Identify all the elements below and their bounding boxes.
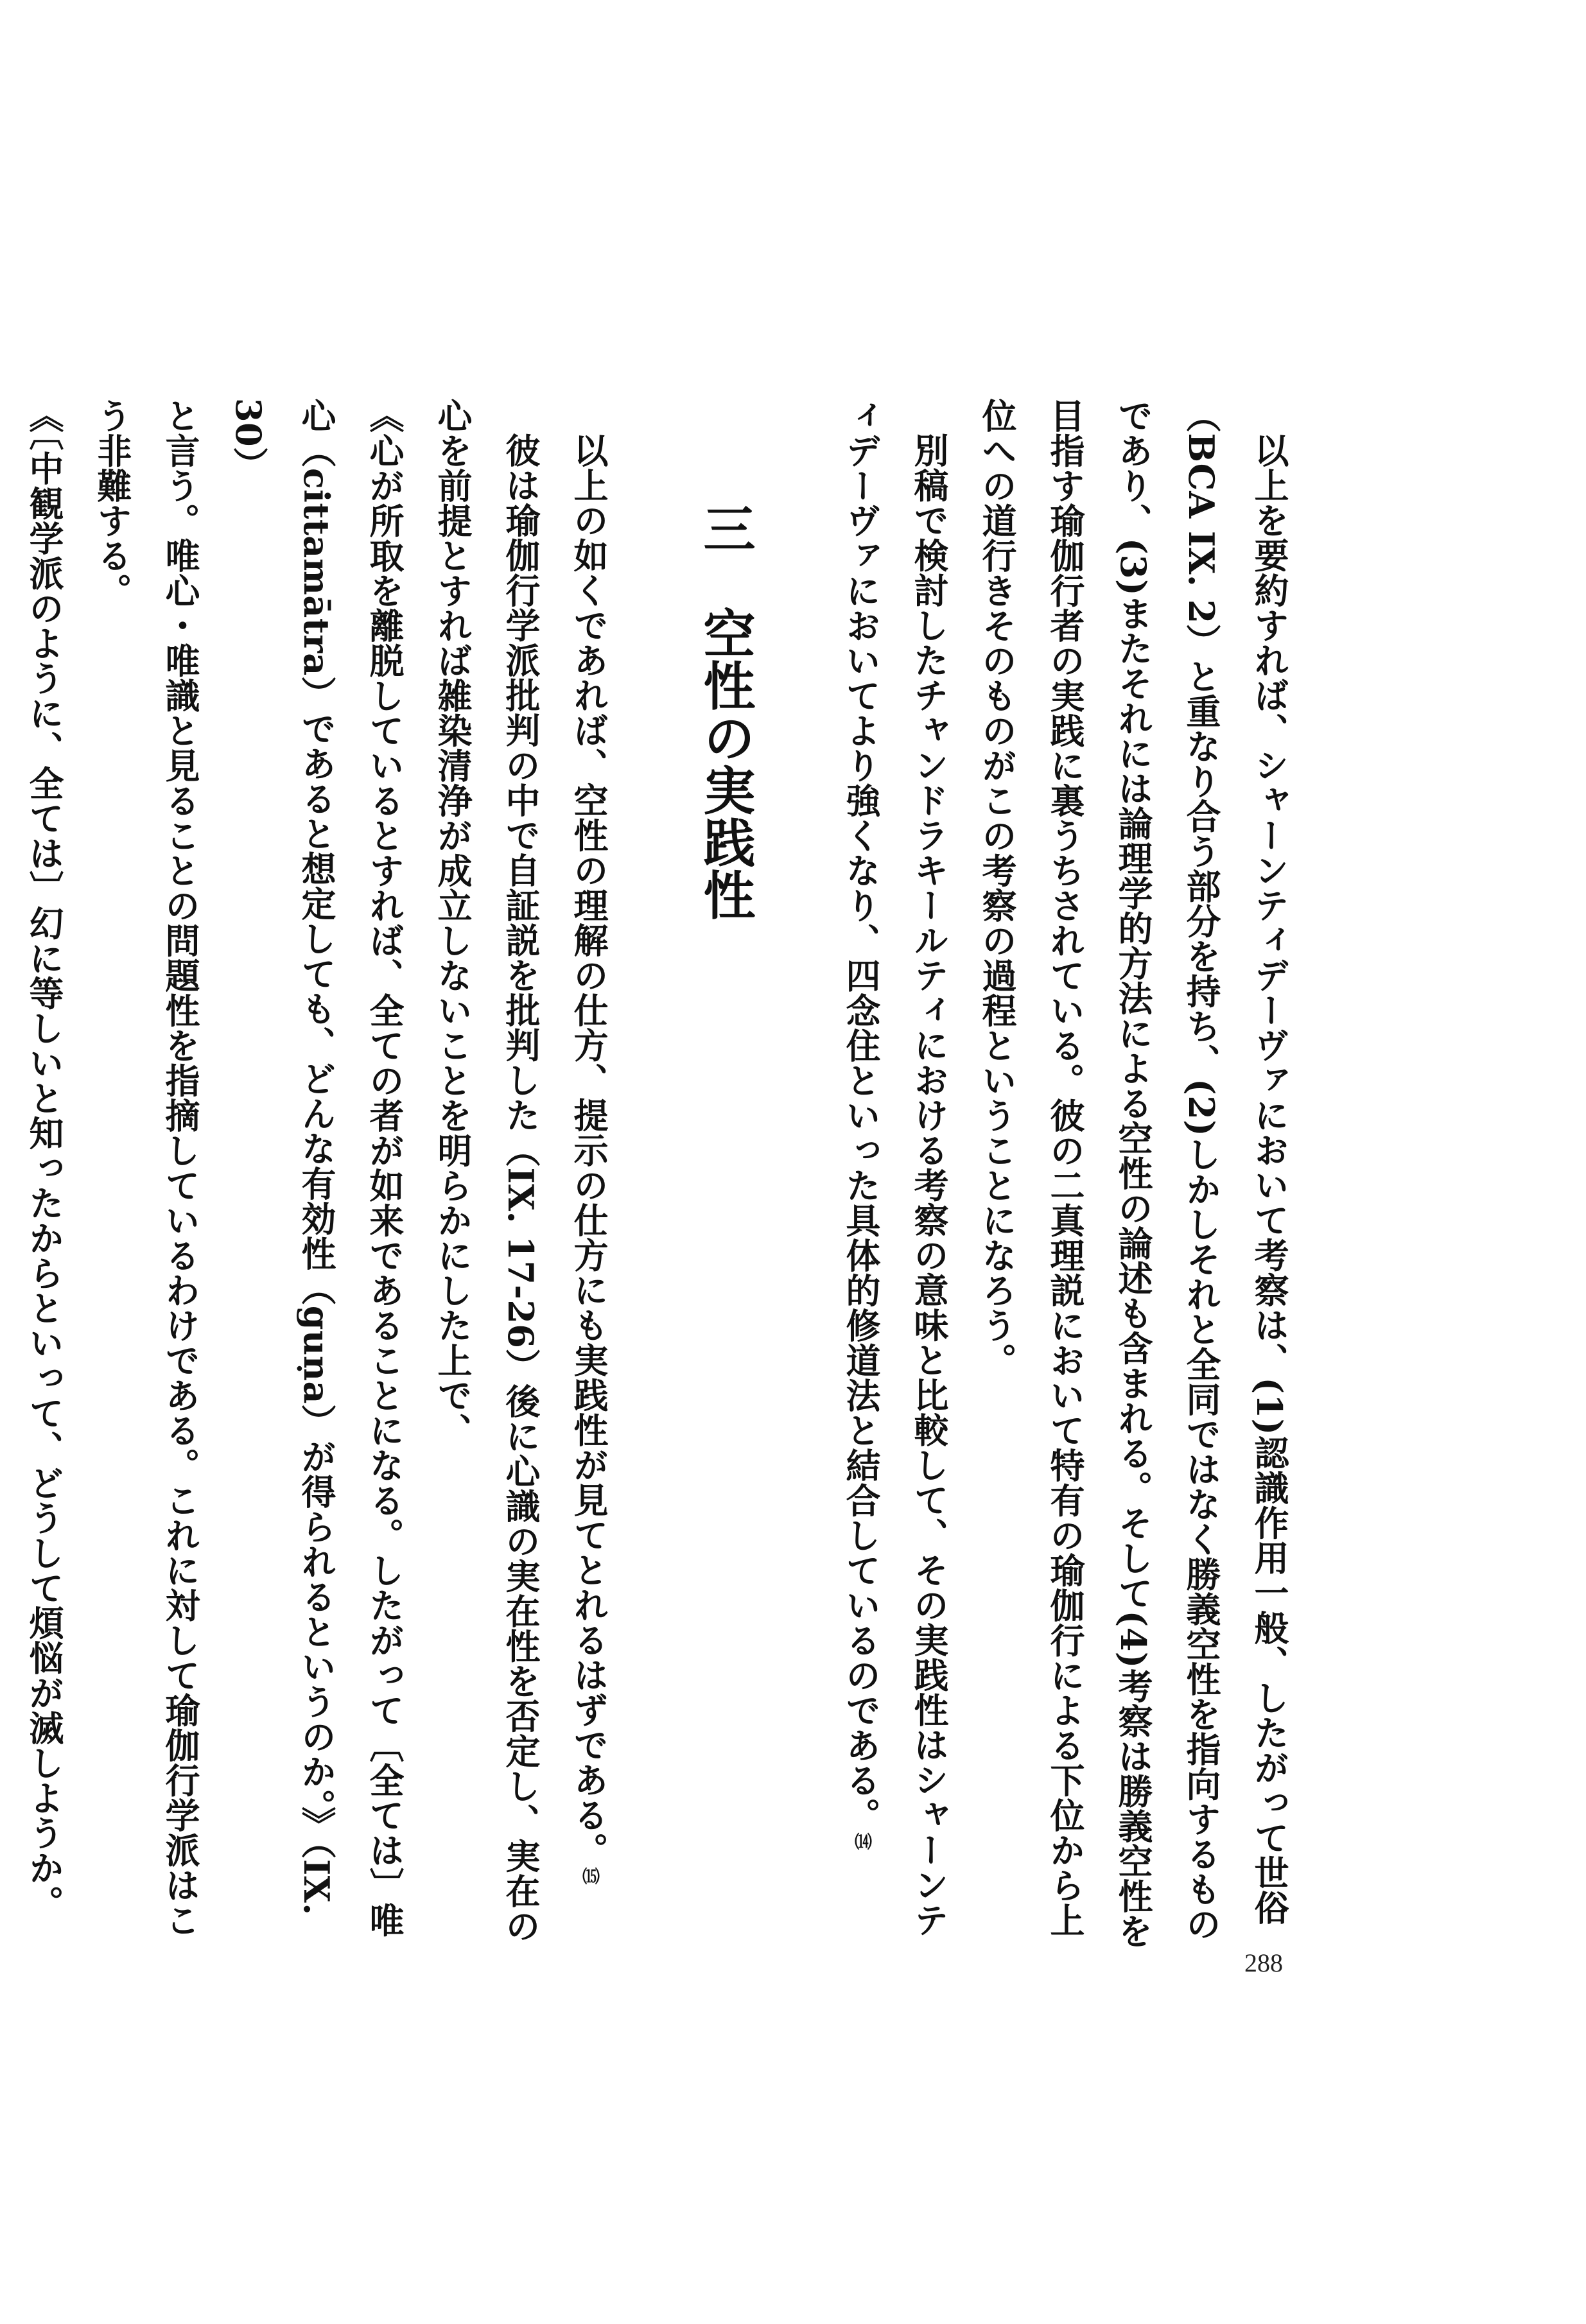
paragraph-problem [78,398,214,1952]
paragraph-practicality [555,398,623,1952]
page-number: 288 [1244,1948,1283,1977]
paragraph-comparison-text-start: 別稿で検討したチャンドラキールティにおける考察の意味と比較して、その実践性はシャーンティデーヴァにおいてより強くなり、四念住といった具体的修道法と結合しているのである。 [841,398,950,1938]
paragraph-summary-text: 以上を要約すれば、シャーンティデーヴァにおいて考察は、(1)認識作用一般、したがって世俗（BCA IX. 2）と重なり合う部分を持ち、(2)しかしそれと全同ではなく勝義空性を指向するものであり、(3)またそれには論理学的方法による空性の論述も含まれる。そして(4)考察は勝義空性を目指す瑜伽行者の実践に裏うちされている。彼の二真理説において特有の瑜伽行による下位から上位への道行きそのものがこの考察の過程ということになろう。 [977,398,1290,1948]
paragraph-comparison [827,398,963,1952]
paragraph-criticism-text: 彼は瑜伽行学派批判の中で自証説を批判した（IX. 17-26）後に心識の実在性を否定し、実在の心を前提とすれば雑染清浄が成立しないことを明らかにした上で、 [432,398,541,1943]
vertical-text-body [0,398,1303,1952]
note-ref-15: ⒂ [579,1867,599,1885]
paragraph-summary [963,398,1303,1952]
paragraph-problem-text: と言う。唯心・唯識と見ることの問題性を指摘しているわけである。これに対して瑜伽行学派はこう非難する。 [92,398,201,1938]
paragraph-practicality-text: 以上の如くであれば、空性の理解の仕方、提示の仕方にも実践性が見てとれるはずである。 [568,433,609,1868]
section-heading: 三 空性の実践性 [695,502,756,921]
note-ref-14: ⒁ [851,1832,871,1850]
quote-verse-31 [0,398,78,1952]
paragraph-criticism [419,398,555,1952]
quote-verse-30-text: 《心が所取を離脱しているとすれば、全ての者が如来であることになる。したがって〔全ては〕唯心（cittamātra）であると想定しても、どんな有効性（guṇa）が得られるというのか。》（IX. 30） [228,398,405,1938]
quote-verse-30 [214,398,419,1952]
quote-verse-31-text: 《〔中観学派のように、全ては〕幻に等しいと知ったからといって、どうして煩悩が滅しようか。 [24,398,65,1920]
